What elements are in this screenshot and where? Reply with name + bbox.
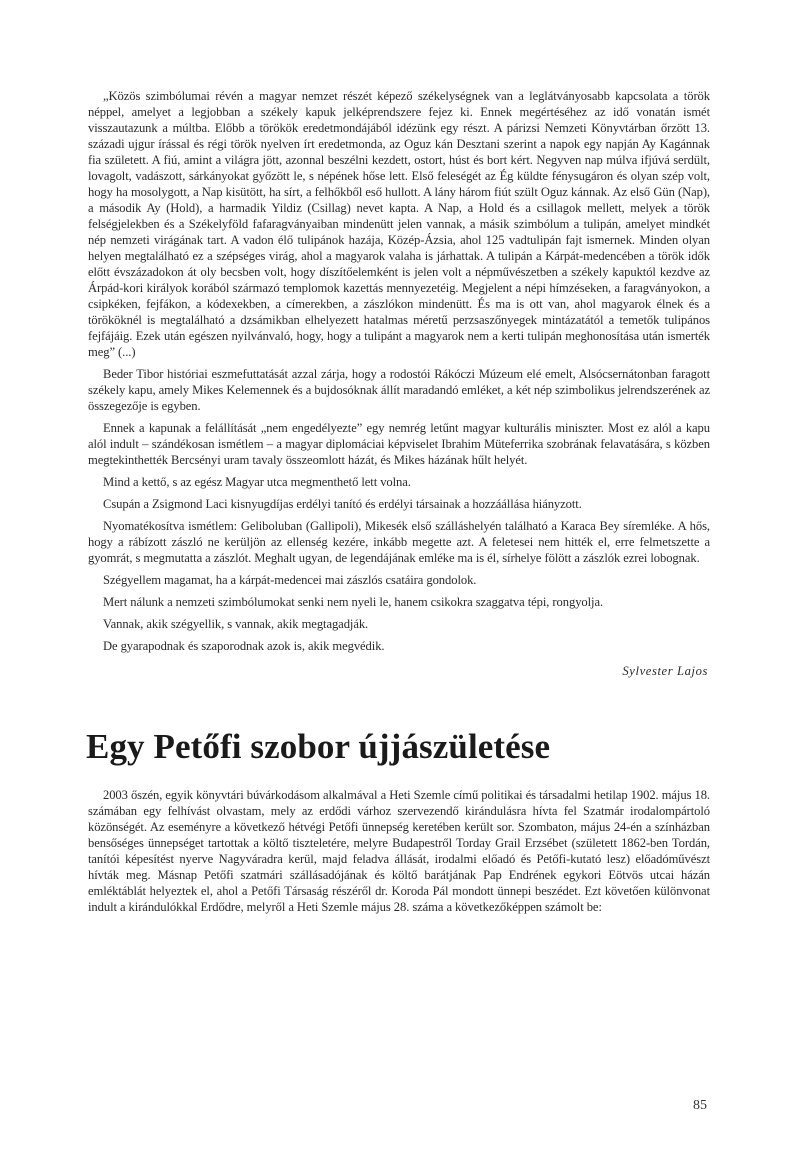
- paragraph: Mert nálunk a nemzeti szimbólumokat senki nem nyeli le, hanem csikokra szaggatva tépi, rongyolja.: [103, 595, 604, 609]
- paragraph: Mind a kettő, s az egész Magyar utca megmenthető lett volna.: [103, 475, 411, 489]
- paragraph: Csupán a Zsigmond Laci kisnyugdíjas erdélyi tanító és erdélyi társainak a hozzáállása hiányzott.: [103, 497, 582, 511]
- paragraph: Nyomatékosítva ismétlem: Geliboluban (Gallipoli), Mikesék első szálláshelyén található a Karaca Bey síremléke. A hős, hogy a rábízott zászló ne kerüljön az ellenség kezére, inkább megette azt. A feletesei nem hitték el, erre felmetszette a gyomrát, s megmutatta a zászlót. Meghalt ugyan, de legendájának emléke ma is él, sírhelye fölött a zászlók ezrei lobognak.: [88, 519, 710, 565]
- paragraph: Beder Tibor históriai eszmefuttatását azzal zárja, hogy a rodostói Rákóczi Múzeum elé emelt, Alsócsernátonban faragott székely kapu, amely Mikes Kelemennek és a bujdosóknak állít maradandó emléket, a két nép szimbolikus jelrendszerének az összegezője is egyben.: [88, 367, 710, 413]
- paragraph: Vannak, akik szégyellik, s vannak, akik megtagadják.: [103, 617, 369, 631]
- paragraph: Ennek a kapunak a felállítását „nem engedélyezte” egy nemrég letűnt magyar kulturális miniszter. Most ez alól a kapu alól indult – szándékosan ismétlem – a magyar diplomáciai képviselet Ibrahim Müteferrika szobrának felavatására, s közben megtekinthették Bercsényi uram tavaly összeomlott házát, és Mikes házának hűlt helyét.: [88, 421, 710, 467]
- paragraph: Szégyellem magamat, ha a kárpát-medencei mai zászlós csatáira gondolok.: [103, 573, 477, 587]
- paragraph: „Közös szimbólumai révén a magyar nemzet részét képező székelységnek van a leglátványosabb kapcsolata a török néppel, amelyet a legjobban a székely kapuk jelképrendszere fejez ki. Ennek megértéséhez az idő vonatán ismét visszautazunk a múltba. Előbb a törökök eredetmondájából idézünk egy részt. A párizsi Nemzeti Könyvtárban őrzött 13. századi ujgur írással és régi török nyelven írt eredetmonda, az Oguz kán Desztani szerint a napok egy napján Ay Kagánnak fia született. A fiú, amint a világra jött, azonnal beszélni kezdett, ostort, húst és bort kért. Negyven nap múlva ifjúvá serdült, lovagolt, vadászott, sárkányokat győzött le, s népének hőse lett. Első feleségét az Ég küldte fénysugáron és olyan szép volt, hogy ha mosolygott, a Nap kisütött, ha sírt, a felhőkből eső hullott. A lány három fiút szült Oguz kánnak. Az első Gün (Nap), a második Ay (Hold), a harmadik Yildiz (Csillag) nevet kapta. A Nap, a Hold és a csillagok mellett, melyek a török felségjelekben és a Székelyföld fafaragványaiban mindenütt jelen vannak, a másik szimbólum a tulipán, amelyet mindkét nép nemzeti virágának tart. A vadon élő tulipánok hazája, Közép-Ázsia, ahol 125 vadtulipán fajt ismernek. Minden olyan helyen megtalálható ez a szépséges virág, ahol a magyarok valaha is járhattak. A tulipán a Kárpát-medencében a török idők előtt évszázadokon át oly becsben volt, hogy díszítőelemként is jelen volt a népművészetben a székely kapuktól kezdve az Árpád-kori királyok korából származó templomok kazettás mennyezetéig. Megjelent a népi hímzéseken, a faragványokon, a csipkéken, fejfákon, a kódexekben, a címerekben, a zászlókon mindenütt. És ma is ott van, ahol magyarok élnek és a törököknél is megtalálható a dzsámikban elhelyezett hatalmas méretű perzsaszőnyegek mintázatától a temetők tulipános fejfájáig. Ezek után egészen nyilvánvaló, hogy, hogy a tulipánt a magyarok nem a kerti tulipán meghonosítása után ismerték meg” (...): [88, 89, 710, 359]
- page-number: 85: [693, 1098, 707, 1113]
- page-content: [88, 88, 710, 915]
- article-petofi: [88, 787, 710, 915]
- paragraph: 2003 őszén, egyik könyvtári búvárkodásom alkalmával a Heti Szemle című politikai és társadalmi hetilap 1902. május 18. számában egy felhívást olvastam, mely az erdődi várhoz szervezendő kirándulásra hívta fel Szatmár irodalompártoló közönségét. Az eseményre a következő hétvégi Petőfi ünnepség keretében került sor. Szombaton, május 24-én a színházban bensőséges ünnepséget tartottak a költő tiszteletére, melyre Budapestről Torday Grail Erzsébet (született 1862-ben Tordán, tanítói képesítést nyerve Nagyváradra kerül, majd feladva állását, irodalmi előadó és Petőfi-kutató lesz) előadóművészt hívták meg. Másnap Petőfi szatmári szállásadójának és költő barátjának Pap Endrének egykori Eötvös utcai házán emléktáblát helyeztek el, ahol a Petőfi Társaság részéről dr. Koroda Pál mondott ünnepi beszédet. Ezt követően különvonat indult a kirándulókkal Erdődre, melyről a Heti Szemle május 28. száma a következőképpen számolt be:: [88, 788, 710, 914]
- paragraph: De gyarapodnak és szaporodnak azok is, akik megvédik.: [103, 639, 385, 653]
- author-signature: Sylvester Lajos: [622, 664, 708, 678]
- article-sylvester: [88, 88, 710, 679]
- article-title: Egy Petőfi szobor újjászületése: [86, 727, 551, 766]
